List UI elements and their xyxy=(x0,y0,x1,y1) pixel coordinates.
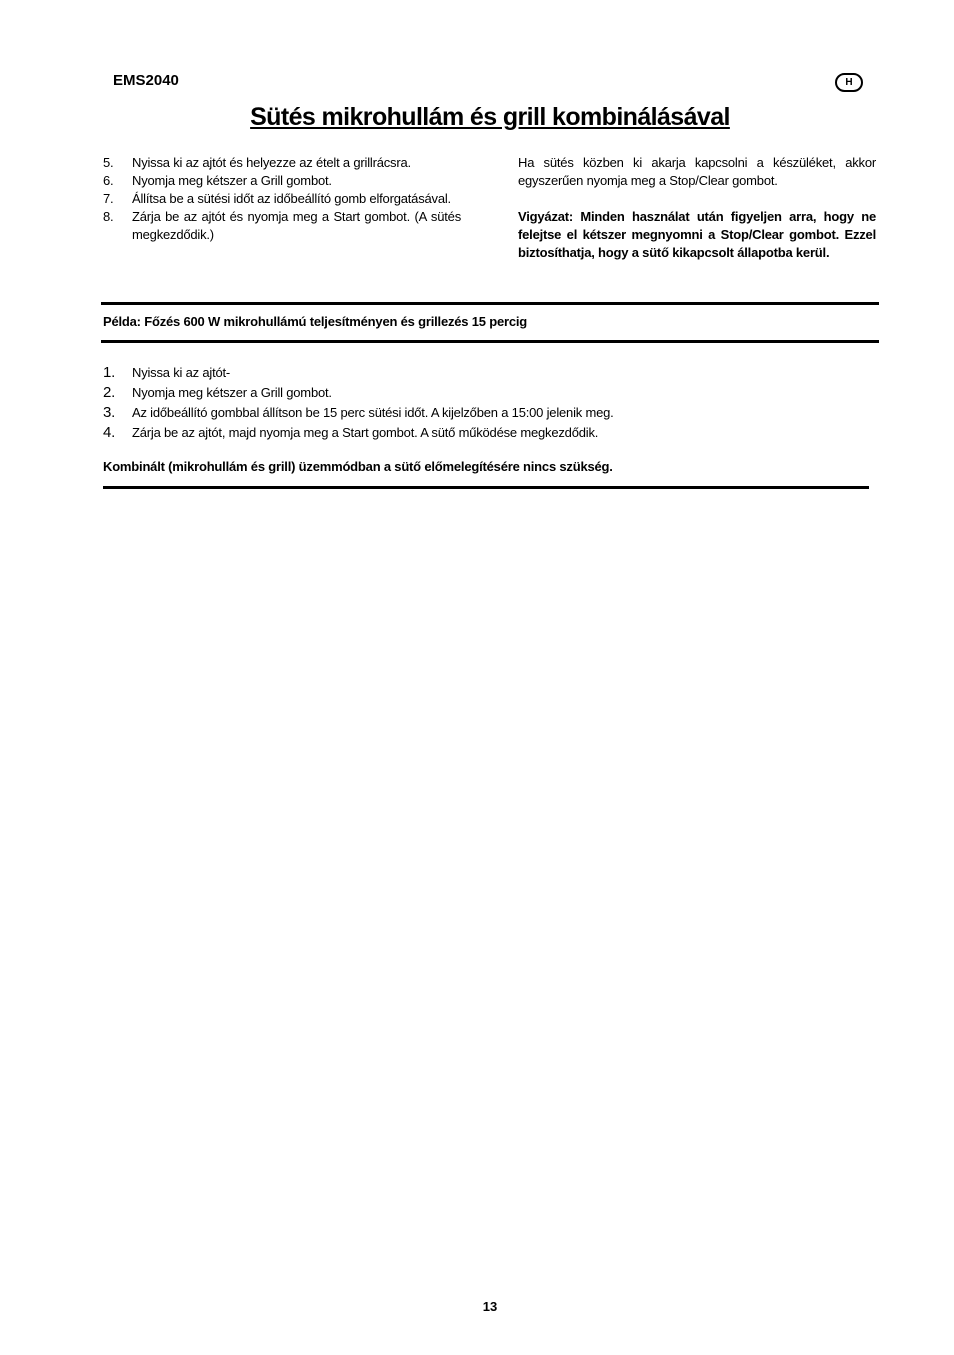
list-item xyxy=(103,423,863,443)
step-text: Nyissa ki az ajtót- xyxy=(132,365,231,380)
stop-paragraph: Ha sütés közben ki akarja kapcsolni a készüléket, akkor egyszerűen nyomja meg a Stop/Clear gombot. xyxy=(518,155,876,188)
step-text: Nyomja meg kétszer a Grill gombot. xyxy=(132,385,332,400)
step-text: Az időbeállító gombbal állítson be 15 perc sütési időt. A kijelzőben a 15:00 jelenik meg. xyxy=(132,405,614,420)
page-number: 13 xyxy=(482,1299,498,1314)
step-number: 2. xyxy=(103,384,116,401)
page-title: Sütés mikrohullám és grill kombinálásával xyxy=(250,103,730,131)
divider xyxy=(103,486,869,489)
list-item xyxy=(103,383,863,403)
step-text: Állítsa be a sütési időt az időbeállító gomb elforgatásával. xyxy=(132,191,451,206)
divider xyxy=(101,302,879,305)
warning-paragraph: Vigyázat: Minden használat után figyeljen arra, hogy ne felejtse el kétszer megnyomni a Stop/Clear gombot. Ezzel biztosíthatja, hogy a sütő kikapcsolt állapotba kerül. xyxy=(518,209,876,260)
step-number: 4. xyxy=(103,424,116,441)
step-text: Nyissa ki az ajtót és helyezze az ételt a grillrácsra. xyxy=(132,155,411,170)
model-number: EMS2040 xyxy=(113,72,179,89)
list-item xyxy=(103,208,461,244)
cooking-steps-list xyxy=(103,154,461,244)
step-text: Nyomja meg kétszer a Grill gombot. xyxy=(132,173,332,188)
language-badge: H xyxy=(835,73,863,92)
list-item xyxy=(103,403,863,423)
list-item xyxy=(103,154,461,172)
step-text: Zárja be az ajtót és nyomja meg a Start gombot. (A sütés megkezdődik.) xyxy=(132,209,461,242)
list-item xyxy=(103,363,863,383)
divider xyxy=(101,340,879,343)
step-number: 7. xyxy=(103,191,114,206)
step-text: Zárja be az ajtót, majd nyomja meg a Start gombot. A sütő működése megkezdődik. xyxy=(132,425,599,440)
example-title: Példa: Főzés 600 W mikrohullámú teljesítményen és grillezés 15 percig xyxy=(103,314,528,329)
step-number: 6. xyxy=(103,173,114,188)
step-number: 3. xyxy=(103,404,116,421)
list-item xyxy=(103,172,461,190)
step-number: 8. xyxy=(103,209,114,224)
stop-info-column xyxy=(518,154,876,262)
preheat-note: Kombinált (mikrohullám és grill) üzemmódban a sütő előmelegítésére nincs szükség. xyxy=(103,459,613,474)
step-number: 5. xyxy=(103,155,114,170)
step-number: 1. xyxy=(103,364,116,381)
example-steps-list xyxy=(103,363,863,443)
list-item xyxy=(103,190,461,208)
